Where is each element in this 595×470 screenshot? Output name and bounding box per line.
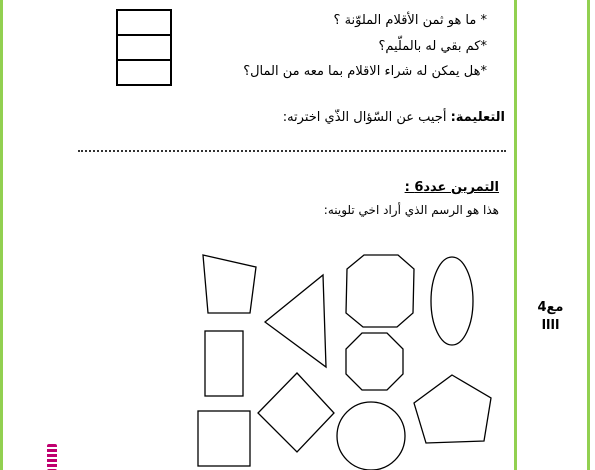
trapezoid-shape	[203, 255, 256, 313]
margin-label: مع4	[537, 300, 564, 315]
question-2: *كم بقي له بالملّيم؟	[378, 39, 487, 54]
rectangle-shape	[205, 331, 243, 396]
margin-sublabel: اااا	[541, 318, 560, 333]
rotated-square-shape	[258, 373, 334, 452]
question-3: *هل يمكن له شراء الاقلام بما معه من المال؟	[243, 64, 487, 79]
octagon-shape	[346, 333, 403, 390]
exercise-description: هذا هو الرسم الذي أراد اخي تلوينه:	[323, 203, 499, 217]
square-shape	[198, 411, 250, 466]
exercise-title: التمرين عدد6 :	[404, 180, 499, 195]
hexagon-shape	[346, 255, 414, 327]
triangle-shape	[265, 275, 326, 367]
circle-shape	[337, 402, 405, 470]
instruction-label: التعليمة:	[450, 110, 505, 125]
question-1: * ما هو ثمن الأقلام الملوّنة ؟	[333, 13, 487, 28]
ellipse-shape	[431, 257, 473, 345]
decorative-dots	[47, 444, 57, 470]
pentagon-shape	[414, 375, 491, 443]
instruction-text: أجيب عن السّؤال الذّي اخترته:	[282, 110, 451, 125]
